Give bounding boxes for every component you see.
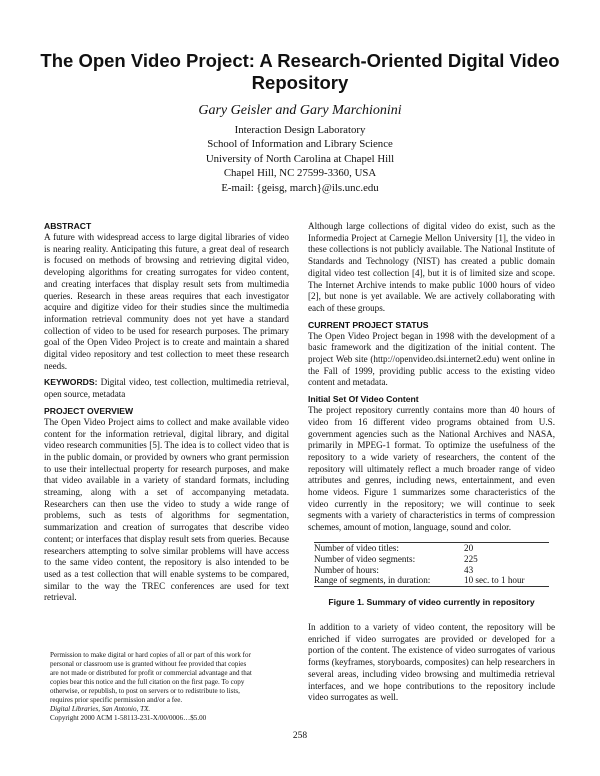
permission-line: otherwise, or republish, to post on servers or to redistribute to lists, (50, 687, 240, 696)
permission-notice (50, 651, 290, 723)
right-column-lower (308, 622, 555, 708)
table-label: Range of segments, in duration: (314, 575, 431, 586)
table-row (314, 565, 549, 576)
table-value: 10 sec. to 1 hour (464, 575, 525, 586)
left-column (44, 221, 289, 608)
conference-line: Digital Libraries, San Antonio, TX. (50, 705, 151, 714)
table-label: Number of video segments: (314, 553, 416, 564)
table-label: Number of hours: (314, 564, 379, 575)
affiliation-address: Chapel Hill, NC 27599-3360, USA (223, 167, 377, 180)
table-row (314, 543, 549, 554)
keywords-label: KEYWORDS: (44, 377, 98, 388)
affiliation (0, 123, 600, 195)
abstract-text: A future with widespread access to large digital libraries of video is nearing reality. Anticipating this future, a great deal of research is focused on methods of browsing and retrieving digital video, developing algorithms for creating surrogates for video content, and creating interfaces that display result sets from multimedia queries. Research in these areas requires that each investigator acquire and digitize video for their studies since the multimedia information retrieval community does not yet have a standard collection of video to be used for research purposes. The primary goal of the Open Video Project is to create and maintain a shared digital video repository and test collection to meet these research needs. (44, 232, 289, 371)
keywords-text: Digital video, test collection, multimedia retrieval, open source, metadata (44, 377, 289, 400)
status-text: The Open Video Project began in 1998 with the development of a basic framework and the digitization of the initial content. The project Web site (http://openvideo.dsi.internet2.edu) went online in the Fall of 1999, providing public access to the existing video content and metadata. (308, 330, 555, 388)
affiliation-email: E-mail: {geisg, march}@ils.unc.edu (221, 181, 379, 194)
permission-line: copies bear this notice and the full citation on the first page. To copy (50, 678, 245, 687)
table-value: 20 (464, 543, 474, 553)
table-value: 43 (464, 564, 474, 575)
affiliation-university: University of North Carolina at Chapel Hill (205, 152, 395, 165)
table-value: 225 (464, 553, 478, 564)
affiliation-lab: Interaction Design Laboratory (234, 124, 366, 136)
video-summary-table (314, 542, 549, 587)
right-intro-text: Although large collections of digital video do exist, such as the Informedia Project at Carnegie Mellon University [1], the video in these collections is not publicly available. The National Institute of Standards and Technology (NIST) has created a public domain digital video test collection [4], but it is of limited size and scope. The Internet Archive intends to make public 1000 hours of video [2], but none is yet available. We are actively collaborating with each of these groups. (308, 221, 555, 313)
initial-content-heading: Initial Set Of Video Content (308, 394, 419, 405)
table-row (314, 554, 549, 565)
copyright-line: Copyright 2000 ACM 1-58113-231-X/00/0006…$5.00 (50, 714, 207, 723)
status-heading: CURRENT PROJECT STATUS (308, 319, 429, 330)
paper-title: The Open Video Project: A Research-Oriented Digital Video Repository (40, 50, 560, 93)
right-after-text: In addition to a variety of video content, the repository will be enriched if video surrogates are provided or developed for a portion of the content. The existence of video surrogates of various forms (keyframes, storyboards, composites) can help researchers in several areas, including video browsing and multimedia retrieval interfaces, and we hope contributions to the repository include video surrogates as well. (308, 622, 555, 703)
permission-line: are not made or distributed for profit or commercial advantage and that (50, 669, 252, 678)
overview-text: The Open Video Project aims to collect and make available video content for the information retrieval, digital library, and digital video research communities [5]. The idea is to collect video that is in the public domain, or provided by owners who grant permission to use their intellectual property for research purposes, and make that video available in a variety of standard formats, including streaming, along with a set of accompanying metadata. Researchers can then use the video to study a wide range of problems, such as tests of algorithms for segmentation, summarization and creation of surrogates that describe video content; or interfaces that display result sets from queries. Because researchers attempting to solve similar problems will have access to the same video content, the repository is also intended to be used as a test collection that will enable systems to be compared, similar to the way the TREC conferences are used for text retrieval. (44, 416, 289, 603)
table-row (314, 575, 549, 586)
right-column (308, 221, 555, 538)
permission-line: Permission to make digital or hard copies of all or part of this work for (50, 651, 251, 659)
authors: Gary Geisler and Gary Marchionini (198, 103, 402, 118)
keywords (44, 377, 289, 400)
permission-line: requires prior specific permission and/or a fee. (50, 696, 183, 705)
permission-line: personal or classroom use is granted without fee provided that copies (50, 660, 247, 669)
abstract-heading: ABSTRACT (44, 221, 92, 231)
affiliation-school: School of Information and Library Science (207, 138, 393, 151)
figure-caption: Figure 1. Summary of video currently in repository (328, 597, 535, 607)
overview-heading: PROJECT OVERVIEW (44, 405, 134, 416)
page-number: 258 (292, 731, 308, 741)
initial-content-text: The project repository currently contains more than 40 hours of video from 16 different video programs obtained from U.S. government agencies such as the National Archives and NASA, primarily in MPEG-1 format. To optimize the usefulness of the repository to a wide variety of researchers, the content of the repository will ultimately reflect a much broader range of video attributes and genres, including news, entertainment, and even home videos. Figure 1 summarizes some characteristics of the video currently in the repository; we will continue to seek segments with a variety of characteristics in terms of compression schemes, amount of motion, language, sound and color. (308, 405, 555, 533)
table-label: Number of video titles: (314, 543, 399, 553)
